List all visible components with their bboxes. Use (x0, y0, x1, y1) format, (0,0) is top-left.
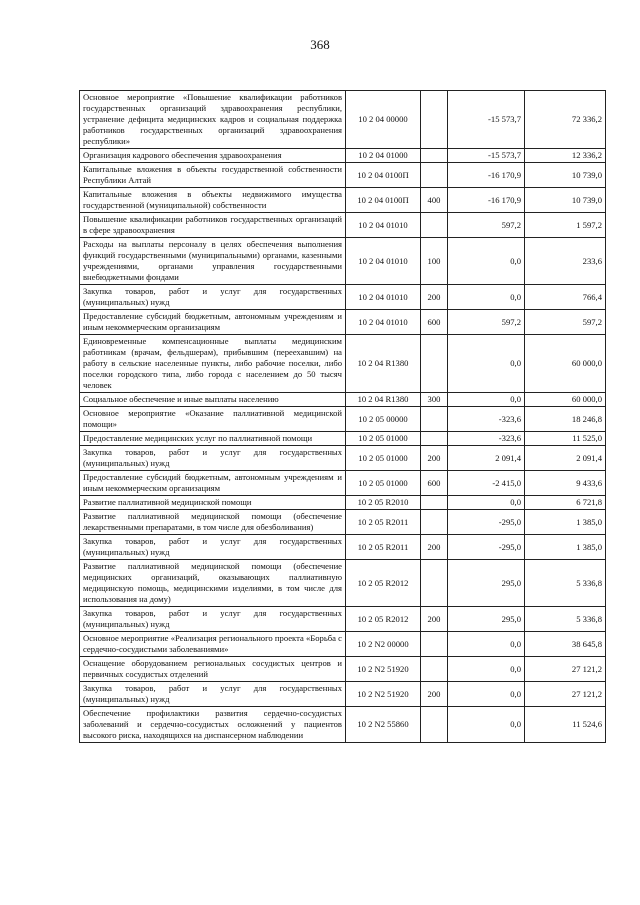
cell-total: 1 597,2 (525, 213, 606, 238)
cell-code: 10 2 05 00000 (346, 407, 421, 432)
cell-total: 12 336,2 (525, 149, 606, 163)
cell-name: Основное мероприятие «Оказание паллиативной медицинской помощи» (80, 407, 346, 432)
cell-expense-type (421, 213, 448, 238)
cell-name: Предоставление субсидий бюджетным, автономным учреждениям и иным некоммерческим организациям (80, 310, 346, 335)
cell-expense-type: 300 (421, 393, 448, 407)
cell-change: 597,2 (448, 213, 525, 238)
cell-name: Закупка товаров, работ и услуг для государственных (муниципальных) нужд (80, 446, 346, 471)
table-row (80, 335, 606, 393)
cell-total: 10 739,0 (525, 163, 606, 188)
cell-total: 5 336,8 (525, 560, 606, 607)
table-row (80, 446, 606, 471)
cell-name: Капитальные вложения в объекты государственной собственности Республики Алтай (80, 163, 346, 188)
table-row (80, 560, 606, 607)
cell-total: 597,2 (525, 310, 606, 335)
table-row (80, 682, 606, 707)
cell-expense-type: 600 (421, 471, 448, 496)
cell-change: -323,6 (448, 432, 525, 446)
cell-change: 0,0 (448, 682, 525, 707)
table-row (80, 496, 606, 510)
cell-code: 10 2 04 R1380 (346, 335, 421, 393)
cell-name: Расходы на выплаты персоналу в целях обеспечения выполнения функций государственными (муниципальными) органами, казенными учреждениями, органами управления государственными внебюджетными фондами (80, 238, 346, 285)
cell-total: 6 721,8 (525, 496, 606, 510)
cell-expense-type: 400 (421, 188, 448, 213)
cell-code: 10 2 N2 00000 (346, 632, 421, 657)
cell-change: -295,0 (448, 535, 525, 560)
cell-total: 27 121,2 (525, 657, 606, 682)
table-row (80, 432, 606, 446)
cell-total: 9 433,6 (525, 471, 606, 496)
cell-name: Социальное обеспечение и иные выплаты населению (80, 393, 346, 407)
cell-expense-type (421, 560, 448, 607)
cell-name: Обеспечение профилактики развития сердечно-сосудистых заболеваний и сердечно-сосудистых осложнений у пациентов высокого риска, находящихся на диспансерном наблюдении (80, 707, 346, 743)
table-row (80, 91, 606, 149)
cell-code: 10 2 05 01000 (346, 432, 421, 446)
table-row (80, 510, 606, 535)
table-row (80, 657, 606, 682)
cell-expense-type: 200 (421, 535, 448, 560)
cell-expense-type: 200 (421, 607, 448, 632)
cell-change: 0,0 (448, 632, 525, 657)
cell-name: Капитальные вложения в объекты недвижимого имущества государственной (муниципальной) собственности (80, 188, 346, 213)
cell-change: 0,0 (448, 496, 525, 510)
table-row (80, 285, 606, 310)
page-number: 368 (310, 37, 330, 52)
cell-code: 10 2 04 01010 (346, 238, 421, 285)
cell-expense-type (421, 510, 448, 535)
cell-change: -323,6 (448, 407, 525, 432)
cell-code: 10 2 05 R2012 (346, 560, 421, 607)
cell-name: Развитие паллиативной медицинской помощи (обеспечение лекарственными препаратами, в том числе для обезболивания) (80, 510, 346, 535)
cell-change: -2 415,0 (448, 471, 525, 496)
cell-change: 2 091,4 (448, 446, 525, 471)
cell-total: 27 121,2 (525, 682, 606, 707)
cell-total: 1 385,0 (525, 510, 606, 535)
cell-change: 0,0 (448, 285, 525, 310)
table-row (80, 393, 606, 407)
cell-name: Закупка товаров, работ и услуг для государственных (муниципальных) нужд (80, 607, 346, 632)
cell-change: -15 573,7 (448, 149, 525, 163)
cell-name: Основное мероприятие «Реализация регионального проекта «Борьба с сердечно-сосудистыми заболеваниями» (80, 632, 346, 657)
cell-change: -15 573,7 (448, 91, 525, 149)
cell-change: 0,0 (448, 335, 525, 393)
table-row (80, 535, 606, 560)
cell-change: -16 170,9 (448, 163, 525, 188)
cell-name: Организация кадрового обеспечения здравоохранения (80, 149, 346, 163)
cell-change: 295,0 (448, 607, 525, 632)
cell-expense-type (421, 163, 448, 188)
cell-change: 0,0 (448, 657, 525, 682)
cell-change: 0,0 (448, 707, 525, 743)
cell-expense-type (421, 335, 448, 393)
cell-code: 10 2 05 R2012 (346, 607, 421, 632)
budget-table (79, 90, 606, 743)
budget-table-body (80, 91, 606, 743)
table-row (80, 310, 606, 335)
cell-expense-type: 200 (421, 285, 448, 310)
table-row (80, 163, 606, 188)
table-row (80, 238, 606, 285)
cell-code: 10 2 N2 51920 (346, 657, 421, 682)
cell-expense-type (421, 632, 448, 657)
table-row (80, 149, 606, 163)
cell-expense-type (421, 707, 448, 743)
cell-name: Предоставление медицинских услуг по паллиативной помощи (80, 432, 346, 446)
cell-name: Оснащение оборудованием региональных сосудистых центров и первичных сосудистых отделений (80, 657, 346, 682)
cell-code: 10 2 04 01010 (346, 310, 421, 335)
cell-name: Единовременные компенсационные выплаты медицинским работникам (врачам, фельдшерам), прибывшим (переехавшим) на работу в сельские населенные пункты, либо рабочие поселки, либо поселки городского типа, либо города с населением до 50 тысяч человек (80, 335, 346, 393)
cell-code: 10 2 04 00000 (346, 91, 421, 149)
cell-code: 10 2 04 01010 (346, 213, 421, 238)
cell-code: 10 2 05 R2010 (346, 496, 421, 510)
cell-code: 10 2 04 0100П (346, 188, 421, 213)
cell-expense-type: 200 (421, 446, 448, 471)
cell-expense-type (421, 407, 448, 432)
cell-total: 5 336,8 (525, 607, 606, 632)
cell-expense-type (421, 91, 448, 149)
cell-total: 10 739,0 (525, 188, 606, 213)
cell-code: 10 2 04 01010 (346, 285, 421, 310)
cell-total: 766,4 (525, 285, 606, 310)
table-row (80, 607, 606, 632)
cell-total: 18 246,8 (525, 407, 606, 432)
cell-code: 10 2 05 R2011 (346, 510, 421, 535)
cell-change: -16 170,9 (448, 188, 525, 213)
cell-change: 0,0 (448, 238, 525, 285)
cell-total: 1 385,0 (525, 535, 606, 560)
cell-code: 10 2 04 0100П (346, 163, 421, 188)
cell-total: 60 000,0 (525, 393, 606, 407)
cell-expense-type: 200 (421, 682, 448, 707)
cell-expense-type (421, 657, 448, 682)
cell-total: 11 524,6 (525, 707, 606, 743)
cell-expense-type (421, 496, 448, 510)
cell-code: 10 2 04 R1380 (346, 393, 421, 407)
cell-code: 10 2 N2 55860 (346, 707, 421, 743)
cell-name: Закупка товаров, работ и услуг для государственных (муниципальных) нужд (80, 285, 346, 310)
cell-name: Развитие паллиативной медицинской помощи (обеспечение медицинских организаций, оказывающих паллиативную медицинскую помощь, медицинскими изделиями, в том числе для использования на дому) (80, 560, 346, 607)
cell-total: 72 336,2 (525, 91, 606, 149)
cell-name: Развитие паллиативной медицинской помощи (80, 496, 346, 510)
cell-code: 10 2 05 01000 (346, 446, 421, 471)
table-row (80, 471, 606, 496)
cell-code: 10 2 N2 51920 (346, 682, 421, 707)
table-row (80, 188, 606, 213)
cell-change: -295,0 (448, 510, 525, 535)
cell-expense-type: 100 (421, 238, 448, 285)
cell-code: 10 2 05 R2011 (346, 535, 421, 560)
cell-code: 10 2 05 01000 (346, 471, 421, 496)
table-row (80, 407, 606, 432)
cell-expense-type (421, 432, 448, 446)
cell-name: Повышение квалификации работников государственных организаций в сфере здравоохранения (80, 213, 346, 238)
cell-code: 10 2 04 01000 (346, 149, 421, 163)
cell-name: Закупка товаров, работ и услуг для государственных (муниципальных) нужд (80, 535, 346, 560)
cell-total: 38 645,8 (525, 632, 606, 657)
cell-expense-type (421, 149, 448, 163)
cell-total: 11 525,0 (525, 432, 606, 446)
cell-name: Предоставление субсидий бюджетным, автономным учреждениям и иным некоммерческим организациям (80, 471, 346, 496)
cell-change: 295,0 (448, 560, 525, 607)
table-row (80, 213, 606, 238)
cell-change: 0,0 (448, 393, 525, 407)
cell-change: 597,2 (448, 310, 525, 335)
cell-total: 60 000,0 (525, 335, 606, 393)
cell-total: 2 091,4 (525, 446, 606, 471)
cell-total: 233,6 (525, 238, 606, 285)
table-row (80, 707, 606, 743)
cell-expense-type: 600 (421, 310, 448, 335)
table-row (80, 632, 606, 657)
cell-name: Основное мероприятие «Повышение квалификации работников государственных организаций здравоохранения республики, устранение дефицита медицинских кадров и социальная поддержка работников государственных организаций здравоохранения республики» (80, 91, 346, 149)
cell-name: Закупка товаров, работ и услуг для государственных (муниципальных) нужд (80, 682, 346, 707)
